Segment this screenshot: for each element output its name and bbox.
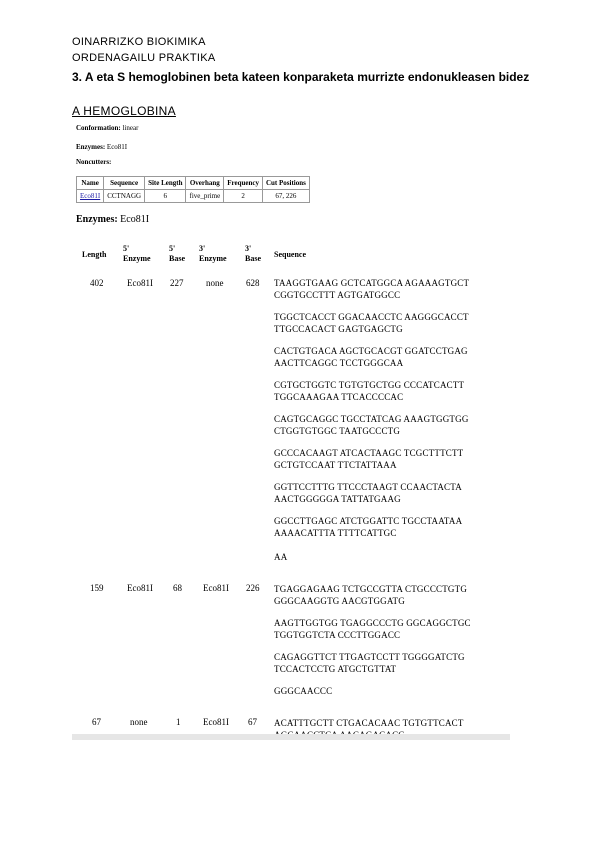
row1-seq-block-3: CACTGTGACA AGCTGCACGT GGATCCTGAG AACTTCAGGC TCCTGGGCAA xyxy=(274,346,468,368)
header-5-enzyme: 5' Enzyme xyxy=(123,244,151,263)
header-5-base: 5' Base xyxy=(169,244,185,263)
site-table xyxy=(76,176,310,203)
row2-seq-block-4: GGGCAACCC xyxy=(274,686,333,696)
page-cutoff-shade xyxy=(72,734,510,740)
header-3-base: 3' Base xyxy=(245,244,261,263)
row1-5-base: 227 xyxy=(170,278,184,288)
header-length: Length xyxy=(82,250,107,259)
enzymes-heading xyxy=(76,214,149,225)
row3-3-base: 67 xyxy=(248,717,257,727)
row3-3-enzyme: Eco81I xyxy=(203,717,229,727)
section-title: 3. A eta S hemoglobinen beta kateen konparaketa murrizte endonukleasen bidez xyxy=(72,70,530,84)
header-3-enzyme: 3' Enzyme xyxy=(199,244,227,263)
col-name: Name xyxy=(77,177,104,190)
row2-seq-block-1: TGAGGAGAAG TCTGCCGTTA CTGCCCTGTG GGGCAAGGTG AACGTGGATG xyxy=(274,584,468,606)
row1-seq-block-9: AA xyxy=(274,552,288,562)
enzymes-line xyxy=(76,143,127,151)
row2-3-base: 226 xyxy=(246,583,260,593)
enzymes-heading-value: Eco81I xyxy=(120,214,150,225)
cell-site-length: 6 xyxy=(145,190,186,203)
row1-seq-block-1: TAAGGTGAAG GCTCATGGCA AGAAAGTGCT CGGTGCCTTT AGTGATGGCC xyxy=(274,278,470,300)
cell-name xyxy=(77,190,104,203)
row1-seq-block-6: GCCCACAAGT ATCACTAAGC TCGCTTTCTT GCTGTCCAAT TTCTATTAAA xyxy=(274,448,464,470)
section-subtitle: A HEMOGLOBINA xyxy=(72,104,176,118)
row2-length: 159 xyxy=(90,583,104,593)
enzymes-value: Eco81I xyxy=(106,143,128,151)
col-site-length: Site Length xyxy=(145,177,186,190)
row2-3-enzyme: Eco81I xyxy=(203,583,229,593)
conformation-value: linear xyxy=(122,124,139,132)
noncutters-label: Noncutters: xyxy=(76,158,112,166)
row1-3-base: 628 xyxy=(246,278,260,288)
row2-5-enzyme: Eco81I xyxy=(127,583,153,593)
col-sequence: Sequence xyxy=(104,177,145,190)
enzymes-heading-label: Enzymes: xyxy=(76,214,118,225)
enzyme-link[interactable]: Eco81I xyxy=(80,192,101,200)
col-overhang: Overhang xyxy=(186,177,224,190)
cell-cut-positions: 67, 226 xyxy=(262,190,309,203)
row3-seq-block-1: ACATTTGCTT CTGACACAAC TGTGTTCACT xyxy=(274,718,464,728)
course-subtitle: ORDENAGAILU PRAKTIKA xyxy=(72,52,216,64)
row1-seq-block-4: CGTGCTGGTC TGTGTGCTGG CCCATCACTT TGGCAAAGAA TTCACCCCAC xyxy=(274,380,465,402)
row2-5-base: 68 xyxy=(173,583,182,593)
col-frequency: Frequency xyxy=(224,177,263,190)
table-row xyxy=(77,190,310,203)
header-sequence: Sequence xyxy=(274,250,306,259)
cell-frequency: 2 xyxy=(224,190,263,203)
row2-seq-block-2: AAGTTGGTGG TGAGGCCCTG GGCAGGCTGC TGGTGGTCTA CCCTTGGACC xyxy=(274,618,471,640)
row1-seq-block-5: CAGTGCAGGC TGCCTATCAG AAAGTGGTGG CTGGTGTGGC TAATGCCCTG xyxy=(274,414,469,436)
cell-sequence: CCTNAGG xyxy=(104,190,145,203)
row3-length: 67 xyxy=(92,717,101,727)
row1-length: 402 xyxy=(90,278,104,288)
row1-5-enzyme: Eco81I xyxy=(127,278,153,288)
row3-5-base: 1 xyxy=(176,717,181,727)
col-cut-positions: Cut Positions xyxy=(262,177,309,190)
cell-overhang: five_prime xyxy=(186,190,224,203)
enzymes-label: Enzymes: xyxy=(76,143,106,151)
row3-5-enzyme: none xyxy=(130,717,148,727)
conformation-label: Conformation: xyxy=(76,124,121,132)
course-title: OINARRIZKO BIOKIMIKA xyxy=(72,36,206,48)
row1-seq-block-8: GGCCTTGAGC ATCTGGATTC TGCCTAATAA AAAACATTTA TTTTCATTGC xyxy=(274,516,462,538)
row1-seq-block-2: TGGCTCACCT GGACAACCTC AAGGGCACCT TTGCCACACT GAGTGAGCTG xyxy=(274,312,469,334)
noncutters-line xyxy=(76,158,111,166)
site-table-header xyxy=(77,177,310,190)
row1-3-enzyme: none xyxy=(206,278,224,288)
row1-seq-block-7: GGTTCCTTTG TTCCCTAAGT CCAACTACTA AACTGGGGGA TATTATGAAG xyxy=(274,482,462,504)
row2-seq-block-3: CAGAGGTTCT TTGAGTCCTT TGGGGATCTG TCCACTCCTG ATGCTGTTAT xyxy=(274,652,465,674)
conformation-line xyxy=(76,124,138,132)
